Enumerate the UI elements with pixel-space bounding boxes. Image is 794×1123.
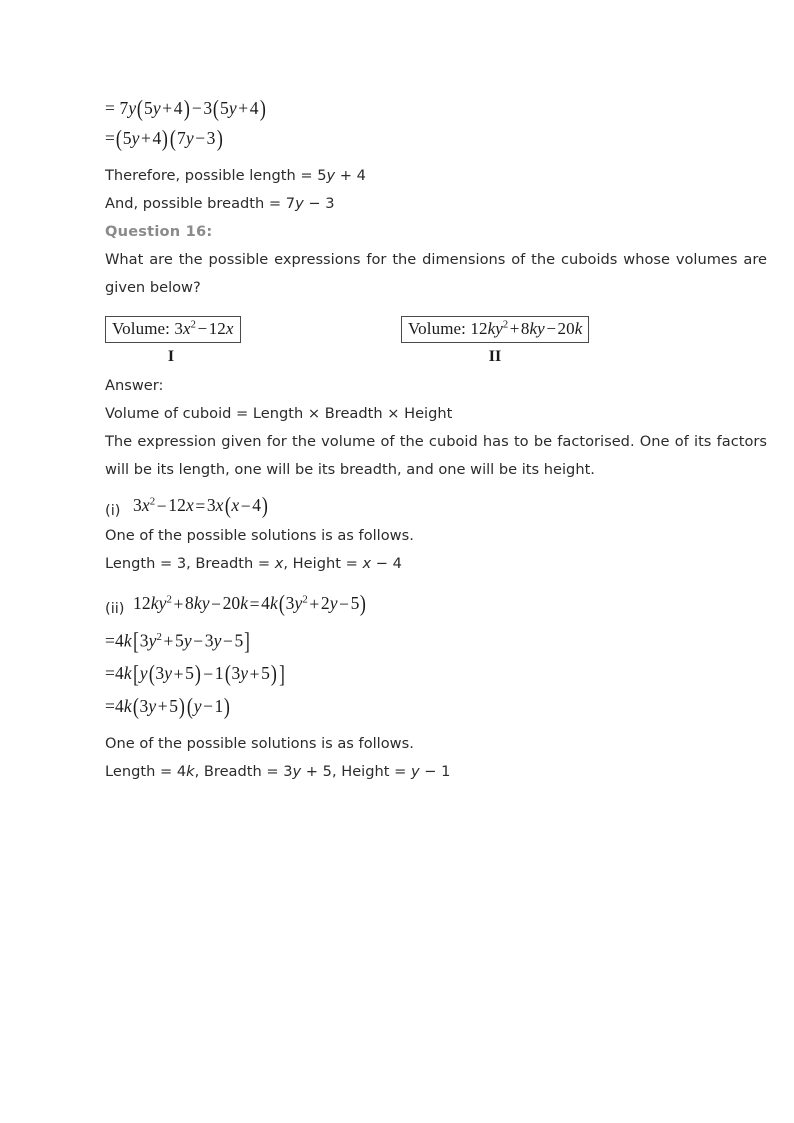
part-one-dim-pre: Length = 3, Breadth = xyxy=(105,555,275,573)
possible-breadth-line xyxy=(105,190,767,218)
part-two-dim-var1: k xyxy=(186,763,195,781)
volume-box-one-label: I xyxy=(167,348,175,366)
possible-length-variable: y xyxy=(326,167,336,185)
part-two-dimensions xyxy=(105,758,767,786)
part-one-dim-post: − 4 xyxy=(371,555,402,573)
volume-formula-line: Volume of cuboid = Length × Breadth × Height xyxy=(105,405,453,423)
volume-box-one-expression: Volume: $3x^2-12x$ xyxy=(112,319,234,339)
math-coeff: 7 xyxy=(119,98,129,119)
possible-length-line xyxy=(105,162,767,190)
volume-label-two: Volume: xyxy=(408,319,471,339)
paren-close: ) xyxy=(183,95,190,121)
part-two-dim-pre: Length = 4 xyxy=(105,763,187,781)
paren-close-2: ) xyxy=(259,95,266,121)
part-one-label: (i) xyxy=(105,502,121,520)
part-one-solution-note: One of the possible solutions is as follows. xyxy=(105,527,414,545)
part-two-dim-mid1: , Breadth = 3 xyxy=(194,763,293,781)
math-line-top-1: = 7y(5y+4) −3(5y+4) xyxy=(105,95,266,121)
part-two-step-2: $=4k[3y^2+5y-3y-5]$ xyxy=(105,629,251,656)
question-text: What are the possible expressions for the dimensions of the cuboids whose volumes are given below? xyxy=(105,251,767,297)
possible-length-post: + 4 xyxy=(335,167,366,185)
volume-label-one: Volume: xyxy=(112,319,175,339)
part-one-equation: $3x^2-12x=3x(x-4)$ xyxy=(133,492,269,519)
part-two-dim-mid2: + 5, Height = xyxy=(301,763,411,781)
volume-box-two xyxy=(401,316,589,343)
answer-explanation: The expression given for the volume of the cuboid has to be factorised. One of its factors will be its length, one will be its breadth, and one will be its height. xyxy=(105,433,767,479)
volume-box-two-label: II xyxy=(488,348,502,366)
volume-box-two-expression: Volume: $12ky^2+8ky-20k$ xyxy=(408,319,583,339)
math-line-top-2: =(5y+4)(7y−3) xyxy=(105,125,223,152)
part-one-dim-var2: x xyxy=(362,555,372,573)
part-two-solution-note: One of the possible solutions is as follows. xyxy=(105,735,414,753)
answer-heading: Answer: xyxy=(105,377,164,395)
part-one-dimensions xyxy=(105,550,767,578)
part-two-step-3: =4k[y(3y+5) −1(3y+5)] xyxy=(105,660,285,688)
part-two-equation: $12ky^2+8ky-20k=4k(3y^2+2y-5)$ xyxy=(133,590,367,617)
part-two-dim-var3: y xyxy=(410,763,420,781)
paren-open: ( xyxy=(137,95,144,121)
possible-length-pre: Therefore, possible length = 5 xyxy=(105,167,327,185)
part-two-dim-post: − 1 xyxy=(419,763,451,781)
part-two-step-4: =4k(3y+5)(y−1) xyxy=(105,692,231,719)
math-variable-y: y xyxy=(128,98,137,119)
volume-box-one xyxy=(105,316,241,343)
question-heading: Question 16: xyxy=(105,223,213,241)
volume-box-row xyxy=(105,316,767,372)
possible-breadth-post: − 3 xyxy=(303,195,335,213)
math-eq-sign: = xyxy=(105,98,115,119)
possible-breadth-variable: y xyxy=(295,195,304,213)
part-one-equation-row xyxy=(105,492,767,522)
possible-breadth-pre: And, possible breadth = 7 xyxy=(105,195,296,213)
part-one-dim-mid: , Height = xyxy=(283,555,363,573)
paren-open-2: ( xyxy=(213,95,220,121)
part-one-dim-var1: x xyxy=(274,555,284,573)
part-two-label: (ii) xyxy=(105,600,125,618)
part-two-dim-var2: y xyxy=(292,763,302,781)
part-two-equation-row xyxy=(105,590,767,620)
document-content xyxy=(105,96,767,786)
